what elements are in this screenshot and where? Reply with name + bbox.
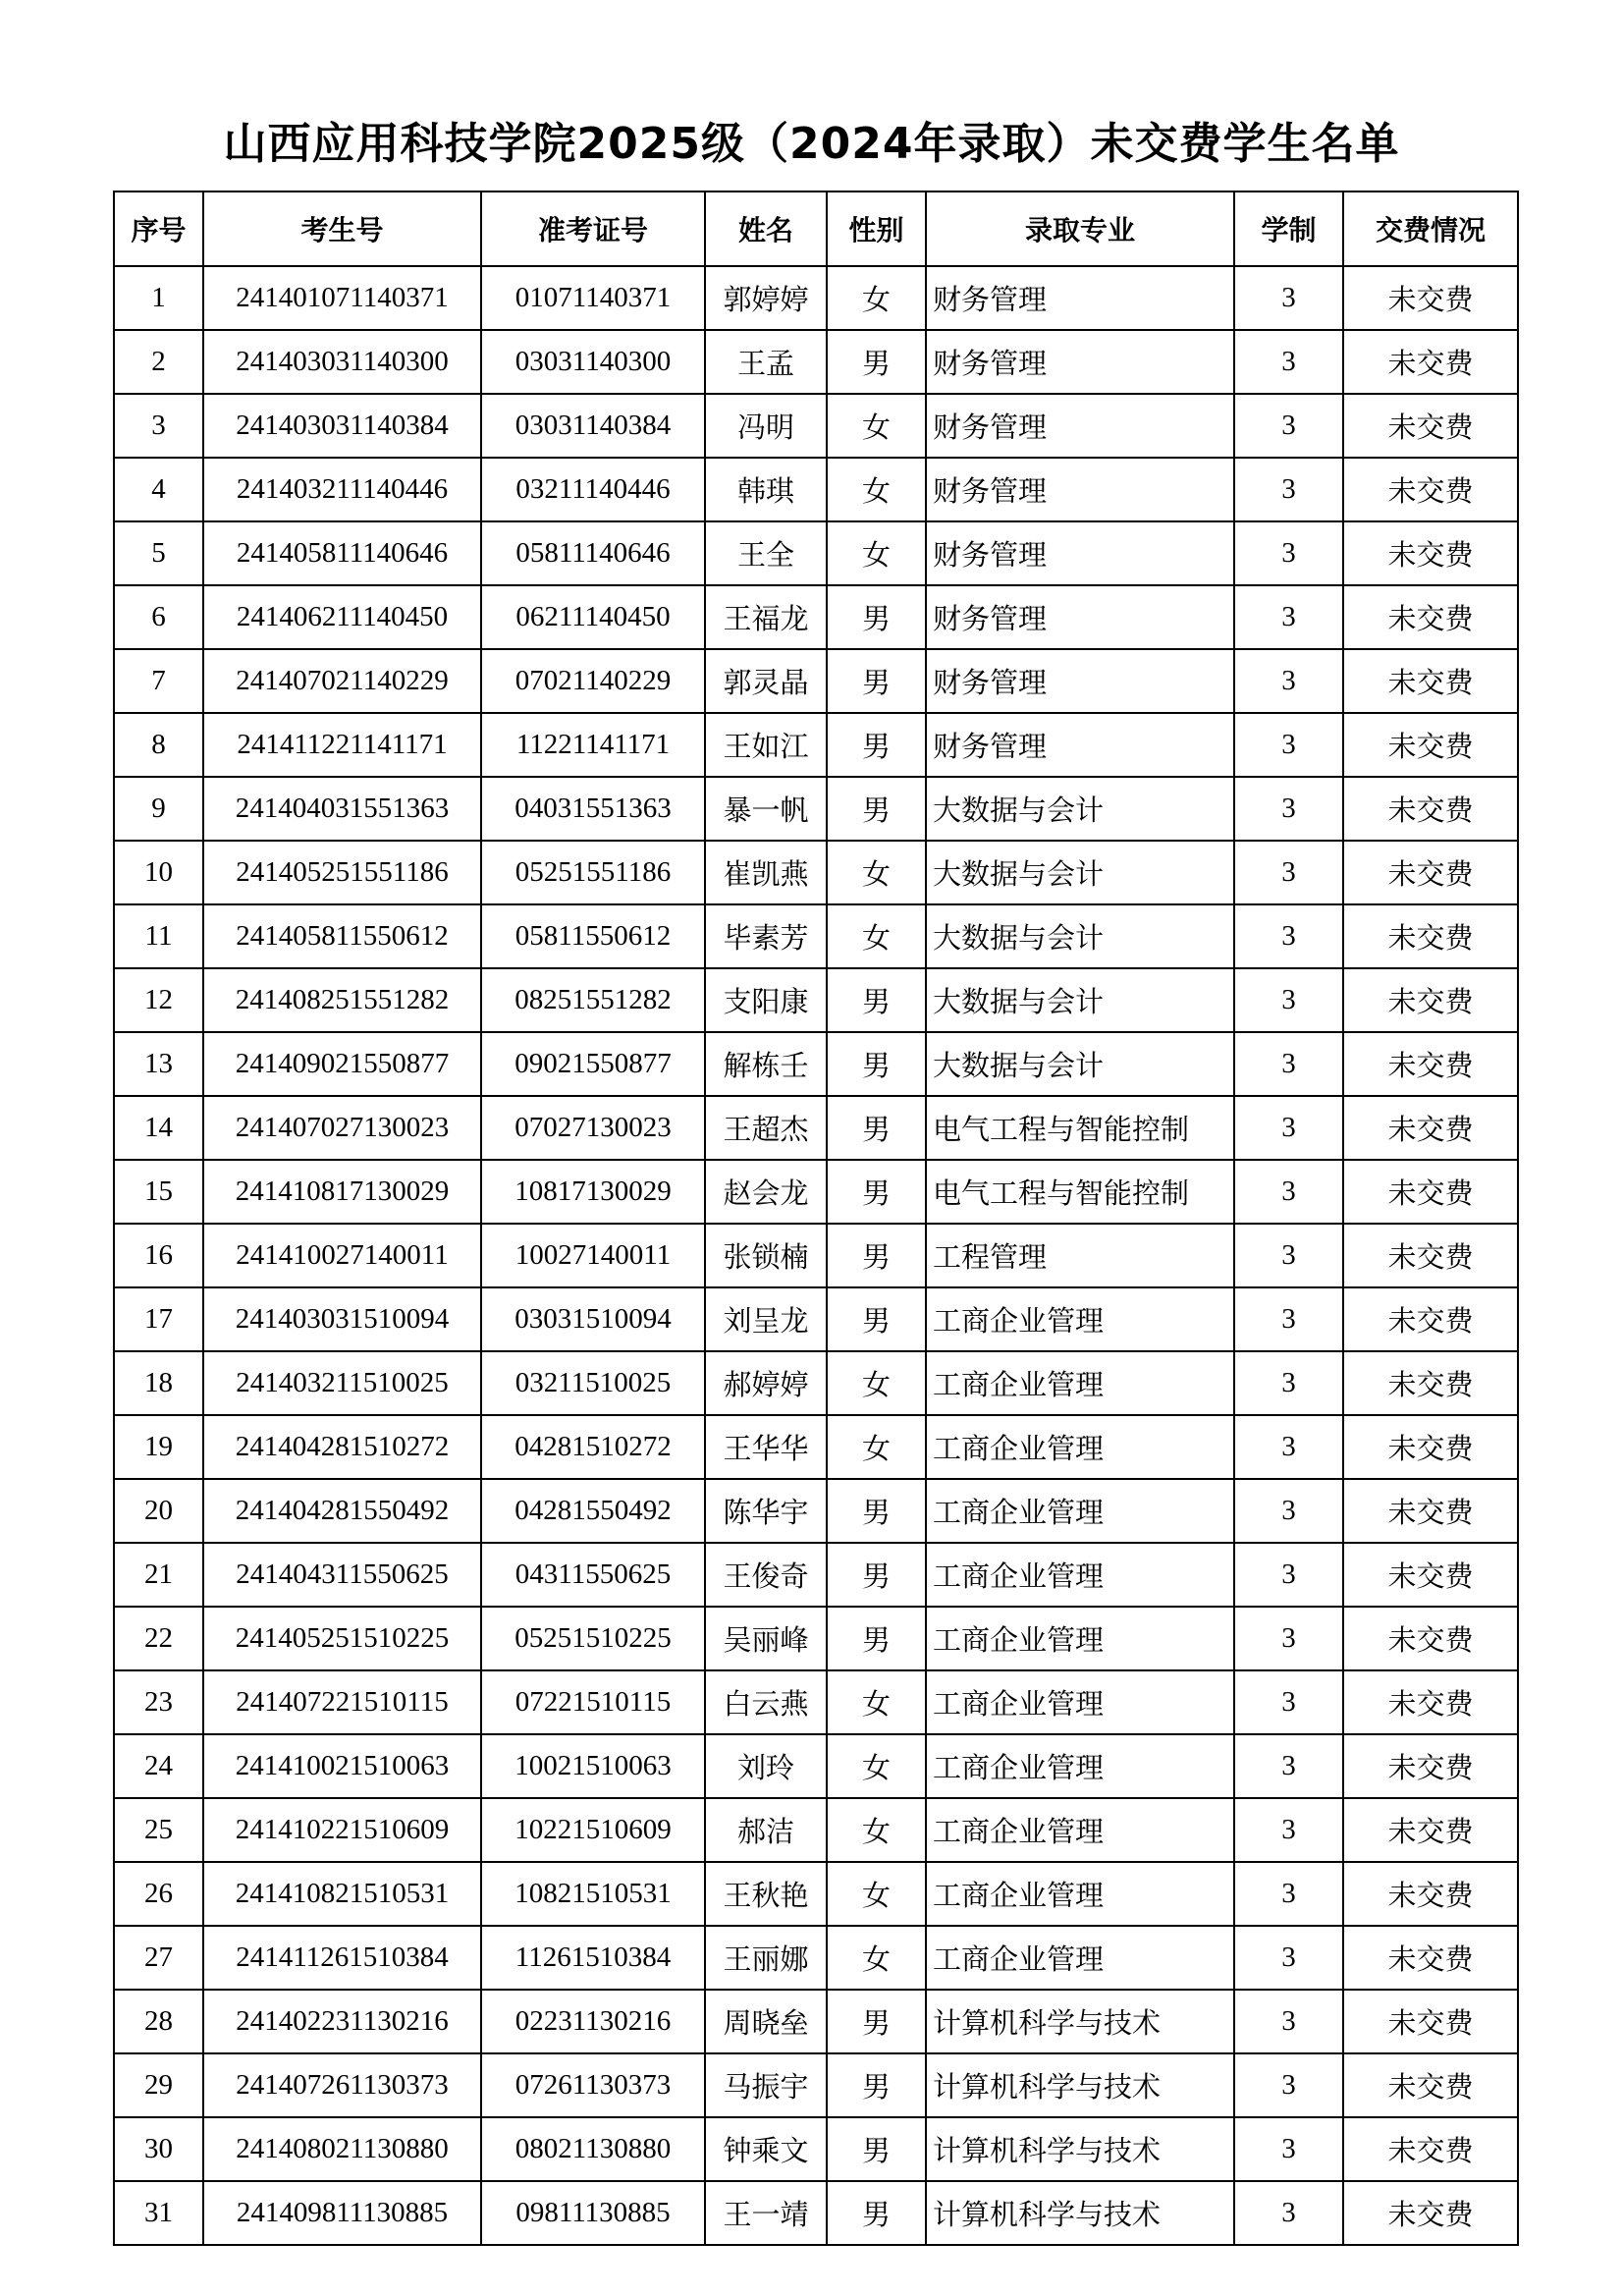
table-row xyxy=(114,2181,1518,2245)
cell-major: 工商企业管理 xyxy=(926,1607,1234,1670)
cell-name: 刘呈龙 xyxy=(705,1287,827,1351)
cell-candidate-number: 241410821510531 xyxy=(203,1862,481,1926)
cell-candidate-number: 241402231130216 xyxy=(203,1990,481,2053)
cell-program-years: 3 xyxy=(1234,1798,1343,1862)
cell-exam-ticket-number: 03031140384 xyxy=(481,394,705,458)
cell-major: 电气工程与智能控制 xyxy=(926,1096,1234,1160)
cell-seq: 11 xyxy=(114,904,203,968)
cell-gender: 男 xyxy=(827,1607,926,1670)
cell-exam-ticket-number: 07261130373 xyxy=(481,2053,705,2117)
cell-name: 张锁楠 xyxy=(705,1224,827,1287)
cell-candidate-number: 241404281510272 xyxy=(203,1415,481,1479)
cell-program-years: 3 xyxy=(1234,713,1343,777)
cell-seq: 15 xyxy=(114,1160,203,1224)
cell-gender: 女 xyxy=(827,841,926,904)
cell-program-years: 3 xyxy=(1234,1990,1343,2053)
cell-payment-status: 未交费 xyxy=(1343,266,1518,330)
cell-candidate-number: 241411261510384 xyxy=(203,1926,481,1990)
table-row xyxy=(114,2053,1518,2117)
cell-payment-status: 未交费 xyxy=(1343,1926,1518,1990)
cell-candidate-number: 241403211510025 xyxy=(203,1351,481,1415)
cell-candidate-number: 241405251510225 xyxy=(203,1607,481,1670)
cell-name: 王一靖 xyxy=(705,2181,827,2245)
table-row xyxy=(114,1734,1518,1798)
cell-name: 暴一帆 xyxy=(705,777,827,841)
cell-program-years: 3 xyxy=(1234,1351,1343,1415)
cell-name: 王俊奇 xyxy=(705,1543,827,1607)
table-row xyxy=(114,521,1518,585)
cell-payment-status: 未交费 xyxy=(1343,1990,1518,2053)
cell-program-years: 3 xyxy=(1234,585,1343,649)
table-row xyxy=(114,1096,1518,1160)
cell-candidate-number: 241403031140384 xyxy=(203,394,481,458)
cell-major: 计算机科学与技术 xyxy=(926,2181,1234,2245)
cell-exam-ticket-number: 03031510094 xyxy=(481,1287,705,1351)
cell-payment-status: 未交费 xyxy=(1343,1479,1518,1543)
cell-candidate-number: 241405811140646 xyxy=(203,521,481,585)
cell-payment-status: 未交费 xyxy=(1343,1287,1518,1351)
table-row xyxy=(114,266,1518,330)
cell-seq: 19 xyxy=(114,1415,203,1479)
cell-name: 周晓垒 xyxy=(705,1990,827,2053)
table-row xyxy=(114,394,1518,458)
table-row xyxy=(114,585,1518,649)
cell-candidate-number: 241407021140229 xyxy=(203,649,481,713)
cell-payment-status: 未交费 xyxy=(1343,585,1518,649)
cell-candidate-number: 241401071140371 xyxy=(203,266,481,330)
cell-candidate-number: 241403211140446 xyxy=(203,458,481,521)
cell-candidate-number: 241407027130023 xyxy=(203,1096,481,1160)
cell-program-years: 3 xyxy=(1234,1607,1343,1670)
cell-gender: 男 xyxy=(827,713,926,777)
cell-gender: 女 xyxy=(827,1734,926,1798)
cell-gender: 女 xyxy=(827,394,926,458)
table-row xyxy=(114,1990,1518,2053)
cell-name: 马振宇 xyxy=(705,2053,827,2117)
cell-name: 白云燕 xyxy=(705,1670,827,1734)
cell-payment-status: 未交费 xyxy=(1343,521,1518,585)
cell-payment-status: 未交费 xyxy=(1343,1096,1518,1160)
table-row xyxy=(114,458,1518,521)
cell-name: 刘玲 xyxy=(705,1734,827,1798)
cell-major: 财务管理 xyxy=(926,458,1234,521)
table-row xyxy=(114,1862,1518,1926)
cell-major: 工程管理 xyxy=(926,1224,1234,1287)
cell-exam-ticket-number: 11221141171 xyxy=(481,713,705,777)
cell-program-years: 3 xyxy=(1234,1543,1343,1607)
cell-name: 王如江 xyxy=(705,713,827,777)
cell-gender: 男 xyxy=(827,1990,926,2053)
cell-exam-ticket-number: 10221510609 xyxy=(481,1798,705,1862)
cell-name: 王全 xyxy=(705,521,827,585)
cell-major: 工商企业管理 xyxy=(926,1351,1234,1415)
document-title: 山西应用科技学院2025级（2024年录取）未交费学生名单 xyxy=(223,119,1400,169)
cell-exam-ticket-number: 02231130216 xyxy=(481,1990,705,2053)
cell-payment-status: 未交费 xyxy=(1343,1607,1518,1670)
cell-name: 崔凯燕 xyxy=(705,841,827,904)
cell-major: 财务管理 xyxy=(926,713,1234,777)
cell-seq: 17 xyxy=(114,1287,203,1351)
cell-major: 工商企业管理 xyxy=(926,1926,1234,1990)
cell-seq: 7 xyxy=(114,649,203,713)
cell-program-years: 3 xyxy=(1234,1160,1343,1224)
table-row xyxy=(114,713,1518,777)
cell-candidate-number: 241409811130885 xyxy=(203,2181,481,2245)
cell-major: 大数据与会计 xyxy=(926,1032,1234,1096)
table-row xyxy=(114,1926,1518,1990)
cell-payment-status: 未交费 xyxy=(1343,1351,1518,1415)
cell-candidate-number: 241406211140450 xyxy=(203,585,481,649)
cell-payment-status: 未交费 xyxy=(1343,1734,1518,1798)
cell-gender: 女 xyxy=(827,1670,926,1734)
cell-exam-ticket-number: 10021510063 xyxy=(481,1734,705,1798)
cell-exam-ticket-number: 08251551282 xyxy=(481,968,705,1032)
cell-seq: 18 xyxy=(114,1351,203,1415)
cell-program-years: 3 xyxy=(1234,2181,1343,2245)
table-row xyxy=(114,1479,1518,1543)
cell-exam-ticket-number: 09811130885 xyxy=(481,2181,705,2245)
cell-major: 电气工程与智能控制 xyxy=(926,1160,1234,1224)
cell-program-years: 3 xyxy=(1234,394,1343,458)
cell-seq: 16 xyxy=(114,1224,203,1287)
table-body xyxy=(114,266,1518,2245)
cell-candidate-number: 241408251551282 xyxy=(203,968,481,1032)
cell-payment-status: 未交费 xyxy=(1343,968,1518,1032)
cell-seq: 21 xyxy=(114,1543,203,1607)
cell-candidate-number: 241404031551363 xyxy=(203,777,481,841)
cell-program-years: 3 xyxy=(1234,649,1343,713)
cell-name: 钟乘文 xyxy=(705,2117,827,2181)
header-exam-ticket-number: 准考证号 xyxy=(481,191,705,266)
cell-gender: 女 xyxy=(827,1926,926,1990)
table-row xyxy=(114,777,1518,841)
header-seq: 序号 xyxy=(114,191,203,266)
cell-payment-status: 未交费 xyxy=(1343,1160,1518,1224)
cell-program-years: 3 xyxy=(1234,1670,1343,1734)
cell-seq: 6 xyxy=(114,585,203,649)
cell-gender: 男 xyxy=(827,777,926,841)
cell-payment-status: 未交费 xyxy=(1343,1415,1518,1479)
cell-program-years: 3 xyxy=(1234,1032,1343,1096)
cell-exam-ticket-number: 04281550492 xyxy=(481,1479,705,1543)
cell-name: 王福龙 xyxy=(705,585,827,649)
cell-name: 郝婷婷 xyxy=(705,1351,827,1415)
table-row xyxy=(114,1543,1518,1607)
cell-major: 工商企业管理 xyxy=(926,1479,1234,1543)
cell-seq: 2 xyxy=(114,330,203,394)
cell-gender: 男 xyxy=(827,649,926,713)
cell-exam-ticket-number: 03211140446 xyxy=(481,458,705,521)
table-header-row xyxy=(114,191,1518,266)
cell-program-years: 3 xyxy=(1234,841,1343,904)
cell-exam-ticket-number: 07021140229 xyxy=(481,649,705,713)
cell-major: 财务管理 xyxy=(926,649,1234,713)
cell-gender: 女 xyxy=(827,266,926,330)
cell-seq: 3 xyxy=(114,394,203,458)
cell-exam-ticket-number: 05251510225 xyxy=(481,1607,705,1670)
cell-major: 计算机科学与技术 xyxy=(926,2117,1234,2181)
cell-exam-ticket-number: 10027140011 xyxy=(481,1224,705,1287)
cell-major: 财务管理 xyxy=(926,266,1234,330)
table-row xyxy=(114,1032,1518,1096)
cell-gender: 男 xyxy=(827,2181,926,2245)
cell-candidate-number: 241410027140011 xyxy=(203,1224,481,1287)
cell-name: 王秋艳 xyxy=(705,1862,827,1926)
cell-name: 王超杰 xyxy=(705,1096,827,1160)
table-row xyxy=(114,330,1518,394)
cell-program-years: 3 xyxy=(1234,1926,1343,1990)
cell-seq: 24 xyxy=(114,1734,203,1798)
table-row xyxy=(114,2117,1518,2181)
cell-payment-status: 未交费 xyxy=(1343,2181,1518,2245)
cell-candidate-number: 241410221510609 xyxy=(203,1798,481,1862)
cell-major: 大数据与会计 xyxy=(926,777,1234,841)
cell-candidate-number: 241409021550877 xyxy=(203,1032,481,1096)
header-major: 录取专业 xyxy=(926,191,1234,266)
header-program-years: 学制 xyxy=(1234,191,1343,266)
cell-name: 王华华 xyxy=(705,1415,827,1479)
cell-gender: 女 xyxy=(827,904,926,968)
cell-payment-status: 未交费 xyxy=(1343,1862,1518,1926)
cell-program-years: 3 xyxy=(1234,2117,1343,2181)
cell-gender: 男 xyxy=(827,1160,926,1224)
cell-major: 工商企业管理 xyxy=(926,1543,1234,1607)
cell-payment-status: 未交费 xyxy=(1343,1798,1518,1862)
table-row xyxy=(114,968,1518,1032)
cell-seq: 13 xyxy=(114,1032,203,1096)
cell-name: 支阳康 xyxy=(705,968,827,1032)
cell-exam-ticket-number: 05251551186 xyxy=(481,841,705,904)
table-row xyxy=(114,1224,1518,1287)
cell-candidate-number: 241407221510115 xyxy=(203,1670,481,1734)
cell-major: 工商企业管理 xyxy=(926,1862,1234,1926)
cell-seq: 1 xyxy=(114,266,203,330)
cell-major: 工商企业管理 xyxy=(926,1670,1234,1734)
cell-exam-ticket-number: 07027130023 xyxy=(481,1096,705,1160)
cell-gender: 男 xyxy=(827,585,926,649)
cell-seq: 31 xyxy=(114,2181,203,2245)
cell-gender: 男 xyxy=(827,1543,926,1607)
cell-seq: 20 xyxy=(114,1479,203,1543)
cell-gender: 女 xyxy=(827,521,926,585)
cell-payment-status: 未交费 xyxy=(1343,1543,1518,1607)
cell-name: 郭灵晶 xyxy=(705,649,827,713)
cell-program-years: 3 xyxy=(1234,1224,1343,1287)
header-payment-status: 交费情况 xyxy=(1343,191,1518,266)
cell-payment-status: 未交费 xyxy=(1343,904,1518,968)
cell-exam-ticket-number: 06211140450 xyxy=(481,585,705,649)
cell-major: 工商企业管理 xyxy=(926,1287,1234,1351)
cell-name: 冯明 xyxy=(705,394,827,458)
cell-gender: 女 xyxy=(827,458,926,521)
table-row xyxy=(114,1607,1518,1670)
table-row xyxy=(114,1351,1518,1415)
cell-seq: 29 xyxy=(114,2053,203,2117)
cell-program-years: 3 xyxy=(1234,458,1343,521)
cell-major: 工商企业管理 xyxy=(926,1415,1234,1479)
cell-seq: 4 xyxy=(114,458,203,521)
cell-program-years: 3 xyxy=(1234,777,1343,841)
cell-seq: 8 xyxy=(114,713,203,777)
cell-candidate-number: 241405251551186 xyxy=(203,841,481,904)
cell-gender: 男 xyxy=(827,1096,926,1160)
cell-seq: 22 xyxy=(114,1607,203,1670)
cell-major: 工商企业管理 xyxy=(926,1734,1234,1798)
cell-exam-ticket-number: 11261510384 xyxy=(481,1926,705,1990)
cell-gender: 男 xyxy=(827,1224,926,1287)
cell-exam-ticket-number: 04311550625 xyxy=(481,1543,705,1607)
header-gender: 性别 xyxy=(827,191,926,266)
cell-candidate-number: 241405811550612 xyxy=(203,904,481,968)
cell-gender: 女 xyxy=(827,1798,926,1862)
cell-major: 大数据与会计 xyxy=(926,968,1234,1032)
cell-candidate-number: 241407261130373 xyxy=(203,2053,481,2117)
cell-exam-ticket-number: 05811140646 xyxy=(481,521,705,585)
cell-payment-status: 未交费 xyxy=(1343,1670,1518,1734)
cell-seq: 30 xyxy=(114,2117,203,2181)
cell-exam-ticket-number: 10817130029 xyxy=(481,1160,705,1224)
cell-name: 韩琪 xyxy=(705,458,827,521)
cell-seq: 28 xyxy=(114,1990,203,2053)
cell-name: 王丽娜 xyxy=(705,1926,827,1990)
cell-gender: 女 xyxy=(827,1862,926,1926)
cell-major: 计算机科学与技术 xyxy=(926,1990,1234,2053)
cell-program-years: 3 xyxy=(1234,1287,1343,1351)
cell-program-years: 3 xyxy=(1234,2053,1343,2117)
cell-payment-status: 未交费 xyxy=(1343,394,1518,458)
cell-payment-status: 未交费 xyxy=(1343,713,1518,777)
cell-name: 吴丽峰 xyxy=(705,1607,827,1670)
cell-payment-status: 未交费 xyxy=(1343,330,1518,394)
cell-gender: 男 xyxy=(827,1287,926,1351)
cell-candidate-number: 241410021510063 xyxy=(203,1734,481,1798)
header-candidate-number: 考生号 xyxy=(203,191,481,266)
cell-payment-status: 未交费 xyxy=(1343,777,1518,841)
cell-program-years: 3 xyxy=(1234,1734,1343,1798)
cell-exam-ticket-number: 03211510025 xyxy=(481,1351,705,1415)
cell-gender: 男 xyxy=(827,1032,926,1096)
cell-gender: 男 xyxy=(827,1479,926,1543)
table-row xyxy=(114,649,1518,713)
cell-exam-ticket-number: 01071140371 xyxy=(481,266,705,330)
cell-program-years: 3 xyxy=(1234,968,1343,1032)
cell-seq: 9 xyxy=(114,777,203,841)
cell-candidate-number: 241408021130880 xyxy=(203,2117,481,2181)
cell-major: 大数据与会计 xyxy=(926,904,1234,968)
cell-program-years: 3 xyxy=(1234,521,1343,585)
cell-candidate-number: 241411221141171 xyxy=(203,713,481,777)
cell-gender: 男 xyxy=(827,2117,926,2181)
header-name: 姓名 xyxy=(705,191,827,266)
cell-payment-status: 未交费 xyxy=(1343,1032,1518,1096)
cell-candidate-number: 241403031140300 xyxy=(203,330,481,394)
cell-program-years: 3 xyxy=(1234,330,1343,394)
cell-exam-ticket-number: 03031140300 xyxy=(481,330,705,394)
cell-payment-status: 未交费 xyxy=(1343,458,1518,521)
table-row xyxy=(114,1160,1518,1224)
cell-seq: 12 xyxy=(114,968,203,1032)
cell-seq: 23 xyxy=(114,1670,203,1734)
cell-payment-status: 未交费 xyxy=(1343,2117,1518,2181)
cell-exam-ticket-number: 09021550877 xyxy=(481,1032,705,1096)
table-row xyxy=(114,1287,1518,1351)
cell-exam-ticket-number: 05811550612 xyxy=(481,904,705,968)
cell-program-years: 3 xyxy=(1234,1096,1343,1160)
unpaid-students-table xyxy=(113,191,1519,2246)
cell-candidate-number: 241410817130029 xyxy=(203,1160,481,1224)
cell-seq: 27 xyxy=(114,1926,203,1990)
cell-candidate-number: 241404311550625 xyxy=(203,1543,481,1607)
cell-program-years: 3 xyxy=(1234,266,1343,330)
table-row xyxy=(114,1415,1518,1479)
cell-exam-ticket-number: 08021130880 xyxy=(481,2117,705,2181)
cell-exam-ticket-number: 04281510272 xyxy=(481,1415,705,1479)
cell-payment-status: 未交费 xyxy=(1343,649,1518,713)
table-row xyxy=(114,1798,1518,1862)
cell-seq: 14 xyxy=(114,1096,203,1160)
cell-program-years: 3 xyxy=(1234,904,1343,968)
cell-seq: 10 xyxy=(114,841,203,904)
cell-seq: 26 xyxy=(114,1862,203,1926)
cell-candidate-number: 241403031510094 xyxy=(203,1287,481,1351)
cell-major: 工商企业管理 xyxy=(926,1798,1234,1862)
cell-major: 大数据与会计 xyxy=(926,841,1234,904)
cell-gender: 男 xyxy=(827,968,926,1032)
cell-program-years: 3 xyxy=(1234,1415,1343,1479)
cell-major: 财务管理 xyxy=(926,330,1234,394)
cell-gender: 男 xyxy=(827,330,926,394)
cell-major: 财务管理 xyxy=(926,521,1234,585)
cell-payment-status: 未交费 xyxy=(1343,1224,1518,1287)
cell-seq: 25 xyxy=(114,1798,203,1862)
cell-exam-ticket-number: 04031551363 xyxy=(481,777,705,841)
cell-gender: 男 xyxy=(827,2053,926,2117)
cell-name: 陈华宇 xyxy=(705,1479,827,1543)
cell-program-years: 3 xyxy=(1234,1479,1343,1543)
cell-gender: 女 xyxy=(827,1351,926,1415)
table-row xyxy=(114,904,1518,968)
cell-exam-ticket-number: 07221510115 xyxy=(481,1670,705,1734)
table-row xyxy=(114,841,1518,904)
cell-payment-status: 未交费 xyxy=(1343,2053,1518,2117)
table-row xyxy=(114,1670,1518,1734)
cell-name: 郭婷婷 xyxy=(705,266,827,330)
cell-gender: 女 xyxy=(827,1415,926,1479)
cell-name: 毕素芳 xyxy=(705,904,827,968)
cell-name: 郝洁 xyxy=(705,1798,827,1862)
cell-major: 财务管理 xyxy=(926,585,1234,649)
cell-major: 计算机科学与技术 xyxy=(926,2053,1234,2117)
cell-name: 赵会龙 xyxy=(705,1160,827,1224)
cell-name: 解栋壬 xyxy=(705,1032,827,1096)
cell-seq: 5 xyxy=(114,521,203,585)
cell-name: 王孟 xyxy=(705,330,827,394)
cell-exam-ticket-number: 10821510531 xyxy=(481,1862,705,1926)
cell-candidate-number: 241404281550492 xyxy=(203,1479,481,1543)
cell-payment-status: 未交费 xyxy=(1343,841,1518,904)
cell-major: 财务管理 xyxy=(926,394,1234,458)
cell-program-years: 3 xyxy=(1234,1862,1343,1926)
